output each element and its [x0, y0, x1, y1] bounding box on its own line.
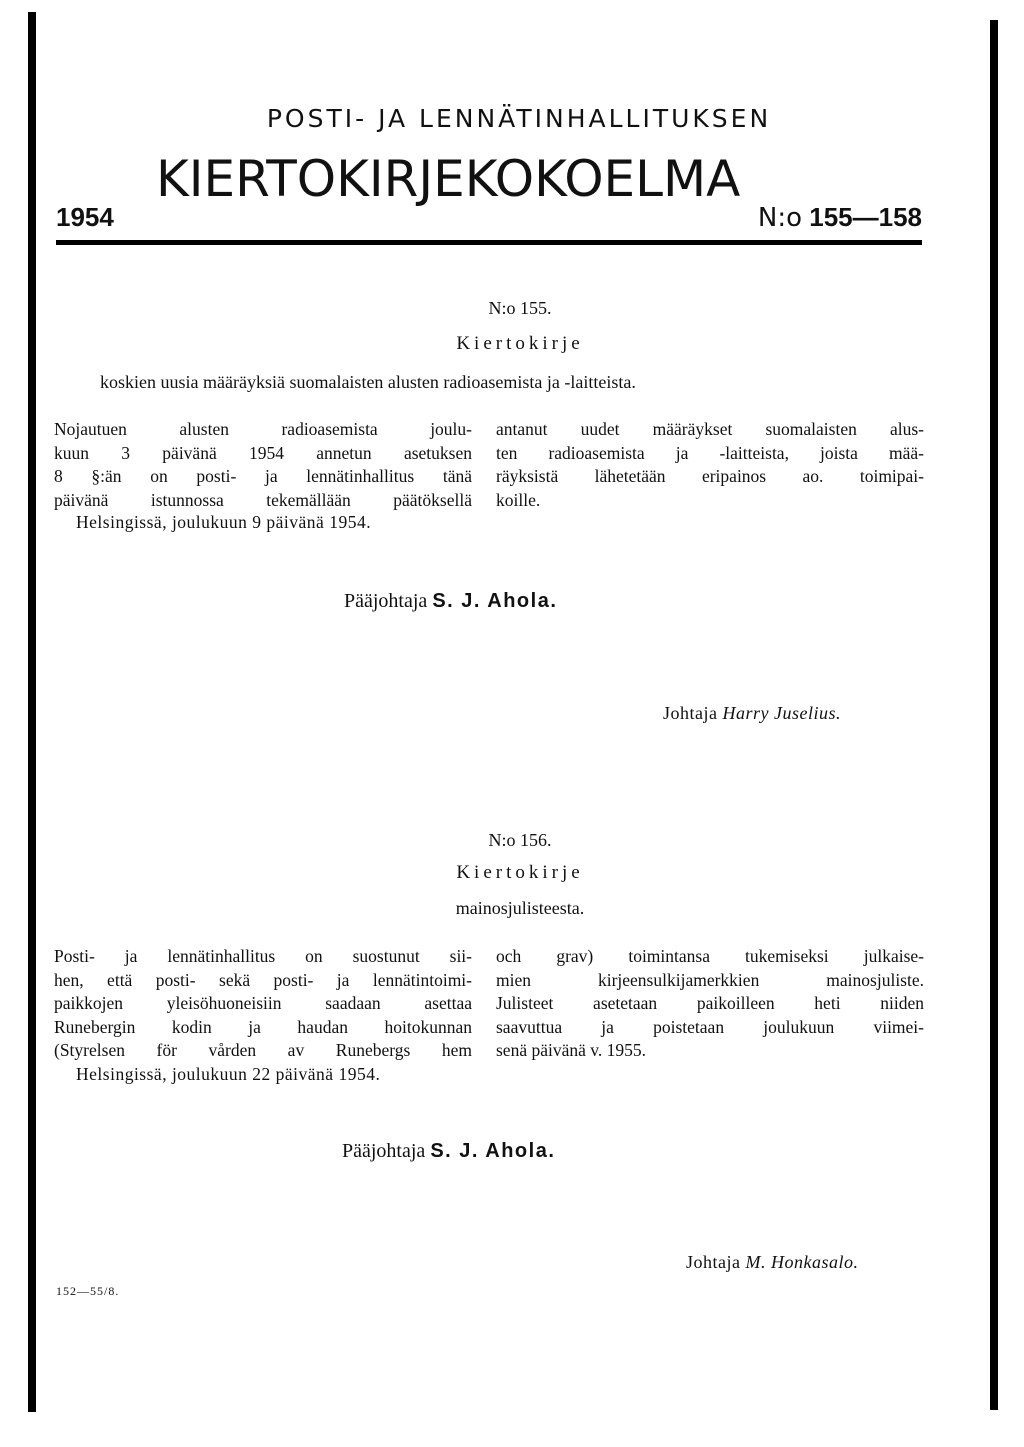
text-line: ten radioasemista ja -laitteista, joista mää- — [496, 442, 924, 463]
number-label: N:o — [757, 203, 802, 233]
text-line: hen, että posti- sekä posti- ja lennätintoimi- — [54, 969, 472, 990]
text-line: Julisteet asetetaan paikoilleen heti niiden — [496, 993, 924, 1013]
letter-156-signature — [342, 1140, 555, 1163]
text-line: Nojautuen alusten radioasemista joulu- — [54, 419, 472, 439]
signer-title: Pääjohtaja — [344, 590, 428, 612]
collection-number — [758, 202, 922, 233]
letter-155-heading: Kiertokirje — [456, 333, 584, 354]
signer-name: S. J. Ahola. — [432, 590, 558, 612]
letter-155-left-column — [54, 418, 472, 512]
text-line: senä päivänä v. 1955. — [496, 1040, 646, 1060]
text-line: kuun 3 päivänä 1954 annetun asetuksen — [54, 442, 472, 463]
collection-year: 1954 — [56, 202, 114, 232]
left-margin-bar — [28, 12, 36, 1412]
letter-155-number: N:o 155. — [488, 298, 552, 318]
text-line: Posti- ja lennätinhallitus on suostunut sii- — [54, 946, 472, 966]
letter-156-left-column — [54, 945, 472, 1063]
text-line: antanut uudet määräykset suomalaisten alus- — [496, 419, 924, 439]
letter-156-number: N:o 156. — [488, 830, 552, 850]
agency-name: POSTI- JA LENNÄTINHALLITUKSEN — [266, 104, 772, 133]
header-rule — [56, 240, 922, 245]
letter-155-director — [663, 703, 841, 724]
text-line: räyksistä lähetetään eripainos ao. toimipai- — [496, 466, 924, 486]
letter-155-signature — [344, 590, 557, 613]
letter-156-place-date: Helsingissä, joulukuun 22 päivänä 1954. — [76, 1064, 381, 1084]
director-title: Johtaja — [663, 703, 718, 723]
letter-156-heading: Kiertokirje — [456, 862, 584, 883]
text-line: mien kirjeensulkijamerkkien mainosjuliste. — [496, 969, 924, 990]
signer-name: S. J. Ahola. — [430, 1140, 556, 1162]
director-title: Johtaja — [686, 1252, 741, 1272]
text-line: koille. — [496, 489, 541, 510]
director-name: Harry Juselius. — [722, 703, 841, 723]
text-line: (Styrelsen för vården av Runebergs hem — [54, 1040, 472, 1060]
letter-155-subject: koskien uusia määräyksiä suomalaisten alusten radioasemista ja -laitteista. — [100, 372, 636, 392]
text-line: och grav) toimintansa tukemiseksi julkaise- — [496, 946, 924, 966]
text-line: saavuttua ja poistetaan joulukuun viimei- — [496, 1016, 924, 1037]
collection-title: KIERTOKIRJEKOKOELMA — [156, 150, 741, 208]
director-name: M. Honkasalo. — [745, 1252, 859, 1272]
letter-155-place-date: Helsingissä, joulukuun 9 päivänä 1954. — [76, 512, 372, 532]
text-line: paikkojen yleisöhuoneisiin saadaan asettaa — [54, 993, 472, 1013]
text-line: Runebergin kodin ja haudan hoitokunnan — [54, 1016, 472, 1037]
letter-156-right-column — [496, 945, 924, 1063]
letter-156-director — [686, 1252, 859, 1273]
letter-156-subject: mainosjulisteesta. — [455, 898, 585, 918]
number-range: 155—158 — [809, 202, 922, 232]
right-margin-bar — [990, 20, 998, 1410]
text-line: päivänä istunnossa tekemällään päätöksellä — [54, 489, 472, 510]
signer-title: Pääjohtaja — [342, 1140, 426, 1162]
print-footnote: 152—55/8. — [56, 1284, 120, 1298]
text-line: 8 §:än on posti- ja lennätinhallitus tänä — [54, 466, 472, 486]
letter-155-right-column — [496, 418, 924, 512]
